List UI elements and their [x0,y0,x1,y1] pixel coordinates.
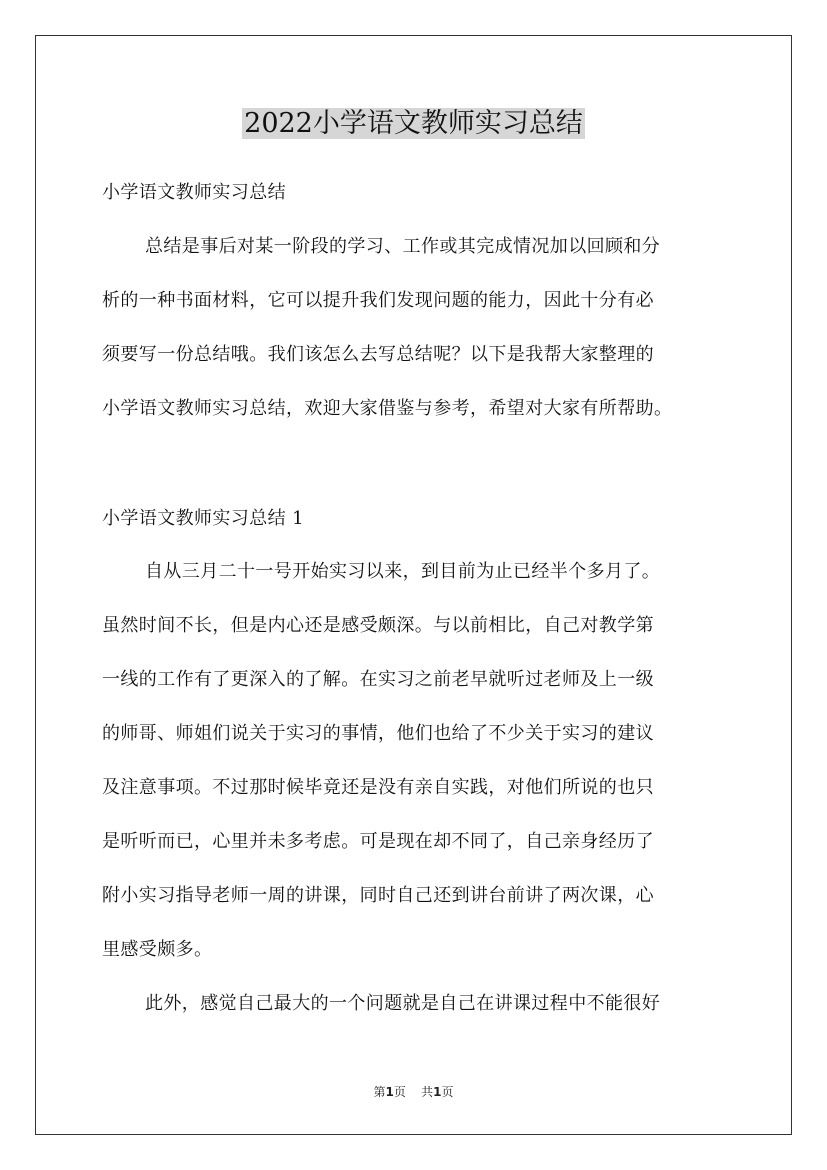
page-footer [0,1083,827,1100]
section-heading-2: 小学语文教师实习总结 1 [102,508,304,529]
paragraph-line: 是听听而已，心里并未多考虑。可是现在却不同了，自己亲身经历了 [102,831,654,852]
footer-page-number: 1 [385,1085,394,1099]
paragraph-line: 一线的工作有了更深入的了解。在实习之前老早就听过老师及上一级 [102,669,654,690]
body-paragraph-2 [102,989,742,1043]
footer-page-mid: 页 共 [393,1085,434,1099]
paragraph-line: 须要写一份总结哦。我们该怎么去写总结呢？以下是我帮大家整理的 [102,344,654,365]
intro-paragraph [102,232,742,448]
paragraph-line: 虽然时间不长，但是内心还是感受颇深。与以前相比，自己对教学第 [102,615,654,636]
paragraph-line: 此外，感觉自己最大的一个问题就是自己在讲课过程中不能很好 [145,993,661,1014]
footer-page-suffix: 页 [441,1085,454,1099]
section-heading-1: 小学语文教师实习总结 [102,182,286,203]
paragraph-line: 小学语文教师实习总结，欢迎大家借鉴与参考，希望对大家有所帮助。 [102,398,673,419]
paragraph-line: 及注意事项。不过那时候毕竟还是没有亲自实践，对他们所说的也只 [102,777,654,798]
footer-page-total: 1 [433,1085,442,1099]
paragraph-line: 的师哥、师姐们说关于实习的事情，他们也给了不少关于实习的建议 [102,723,654,744]
paragraph-line: 总结是事后对某一阶段的学习、工作或其完成情况加以回顾和分 [145,236,661,257]
paragraph-line: 自从三月二十一号开始实习以来，到目前为止已经半个多月了。 [145,561,661,582]
footer-page-prefix: 第 [373,1085,386,1099]
paragraph-line: 析的一种书面材料，它可以提升我们发现问题的能力，因此十分有必 [102,290,654,311]
document-title-text: 2022小学语文教师实习总结 [244,108,583,139]
paragraph-line: 里感受颇多。 [102,939,213,960]
document-title [0,104,827,144]
paragraph-line: 附小实习指导老师一周的讲课，同时自己还到讲台前讲了两次课，心 [102,885,654,906]
body-paragraph-1 [102,557,742,989]
